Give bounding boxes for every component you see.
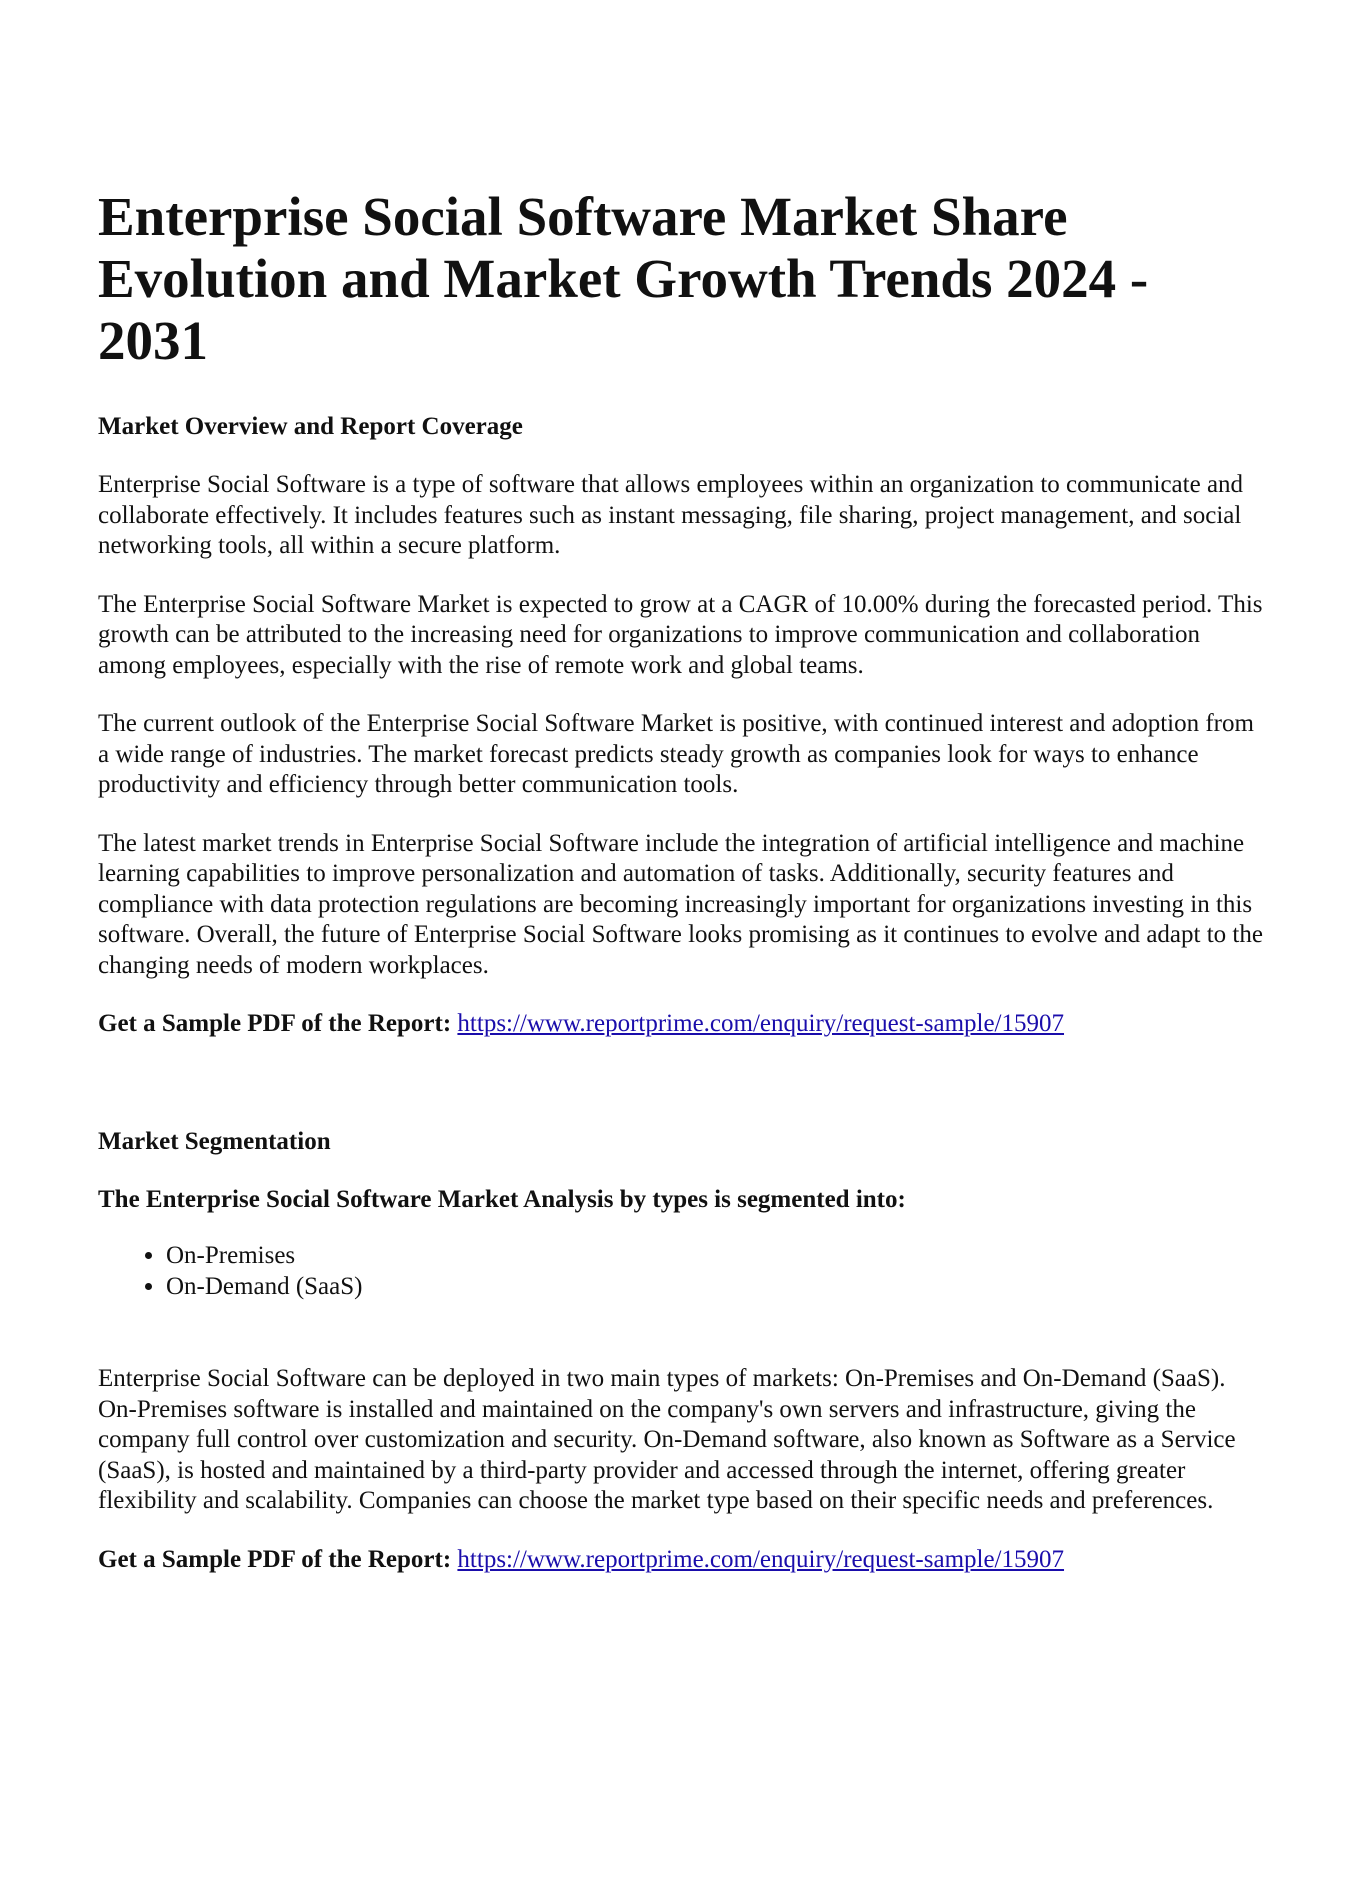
sample-pdf-link[interactable]: https://www.reportprime.com/enquiry/request-sample/15907 — [457, 1545, 1065, 1573]
types-paragraph: Enterprise Social Software can be deployed in two main types of markets: On-Premises and On-Demand (SaaS). On-Premises software is installed and maintained on the company's own servers and infrastructure, giving the company full control over customization and security. On-Demand software, also known as Software as a Service (SaaS), is hosted and maintained by a third-party provider and accessed through the internet, offering greater flexibility and scalability. Companies can choose the market type based on their specific needs and preferences. — [98, 1365, 1236, 1514]
overview-heading: Market Overview and Report Coverage — [98, 413, 523, 440]
overview-paragraph-4: The latest market trends in Enterprise Social Software include the integration of artificial intelligence and machine learning capabilities to improve personalization and automation of tasks. Additionally, security features and compliance with data protection regulations are becoming increasingly important for organizations investing in this software. Overall, the future of Enterprise Social Software looks promising as it continues to evolve and adapt to the changing needs of modern workplaces. — [98, 829, 1263, 979]
sample-pdf-link[interactable]: https://www.reportprime.com/enquiry/request-sample/15907 — [457, 1010, 1065, 1037]
document-page — [98, 186, 1263, 1603]
overview-paragraph-1: Enterprise Social Software is a type of software that allows employees within an organization to communicate and collaborate effectively. It includes features such as instant messaging, file sharing, project management, and social networking tools, all within a secure platform. — [98, 471, 1244, 559]
overview-paragraph-2: The Enterprise Social Software Market is expected to grow at a CAGR of 10.00% during the forecasted period. This growth can be attributed to the increasing need for organizations to improve communication and collaboration among employees, especially with the rise of remote work and global teams. — [98, 590, 1263, 679]
types-heading: The Enterprise Social Software Market Analysis by types is segmented into: — [98, 1186, 906, 1213]
sample-pdf-line-2 — [98, 1545, 1263, 1575]
page-title: Enterprise Social Software Market Share Evolution and Market Growth Trends 2024 - 2031 — [98, 186, 1149, 371]
sample-pdf-label: Get a Sample PDF of the Report: — [98, 1010, 452, 1037]
list-item: • On-Premises — [166, 1241, 1263, 1272]
sample-pdf-line-1 — [98, 1009, 1263, 1039]
list-item: • On-Demand (SaaS) — [166, 1272, 1263, 1303]
sample-pdf-label: Get a Sample PDF of the Report: — [98, 1545, 452, 1573]
overview-paragraph-3: The current outlook of the Enterprise Social Software Market is positive, with continued interest and adoption from a wide range of industries. The market forecast predicts steady growth as companies look for ways to enhance productivity and efficiency through better communication tools. — [98, 710, 1254, 798]
types-list — [98, 1241, 1263, 1302]
spacer — [98, 1067, 1263, 1127]
segmentation-heading: Market Segmentation — [98, 1128, 331, 1155]
spacer — [98, 1302, 1263, 1364]
